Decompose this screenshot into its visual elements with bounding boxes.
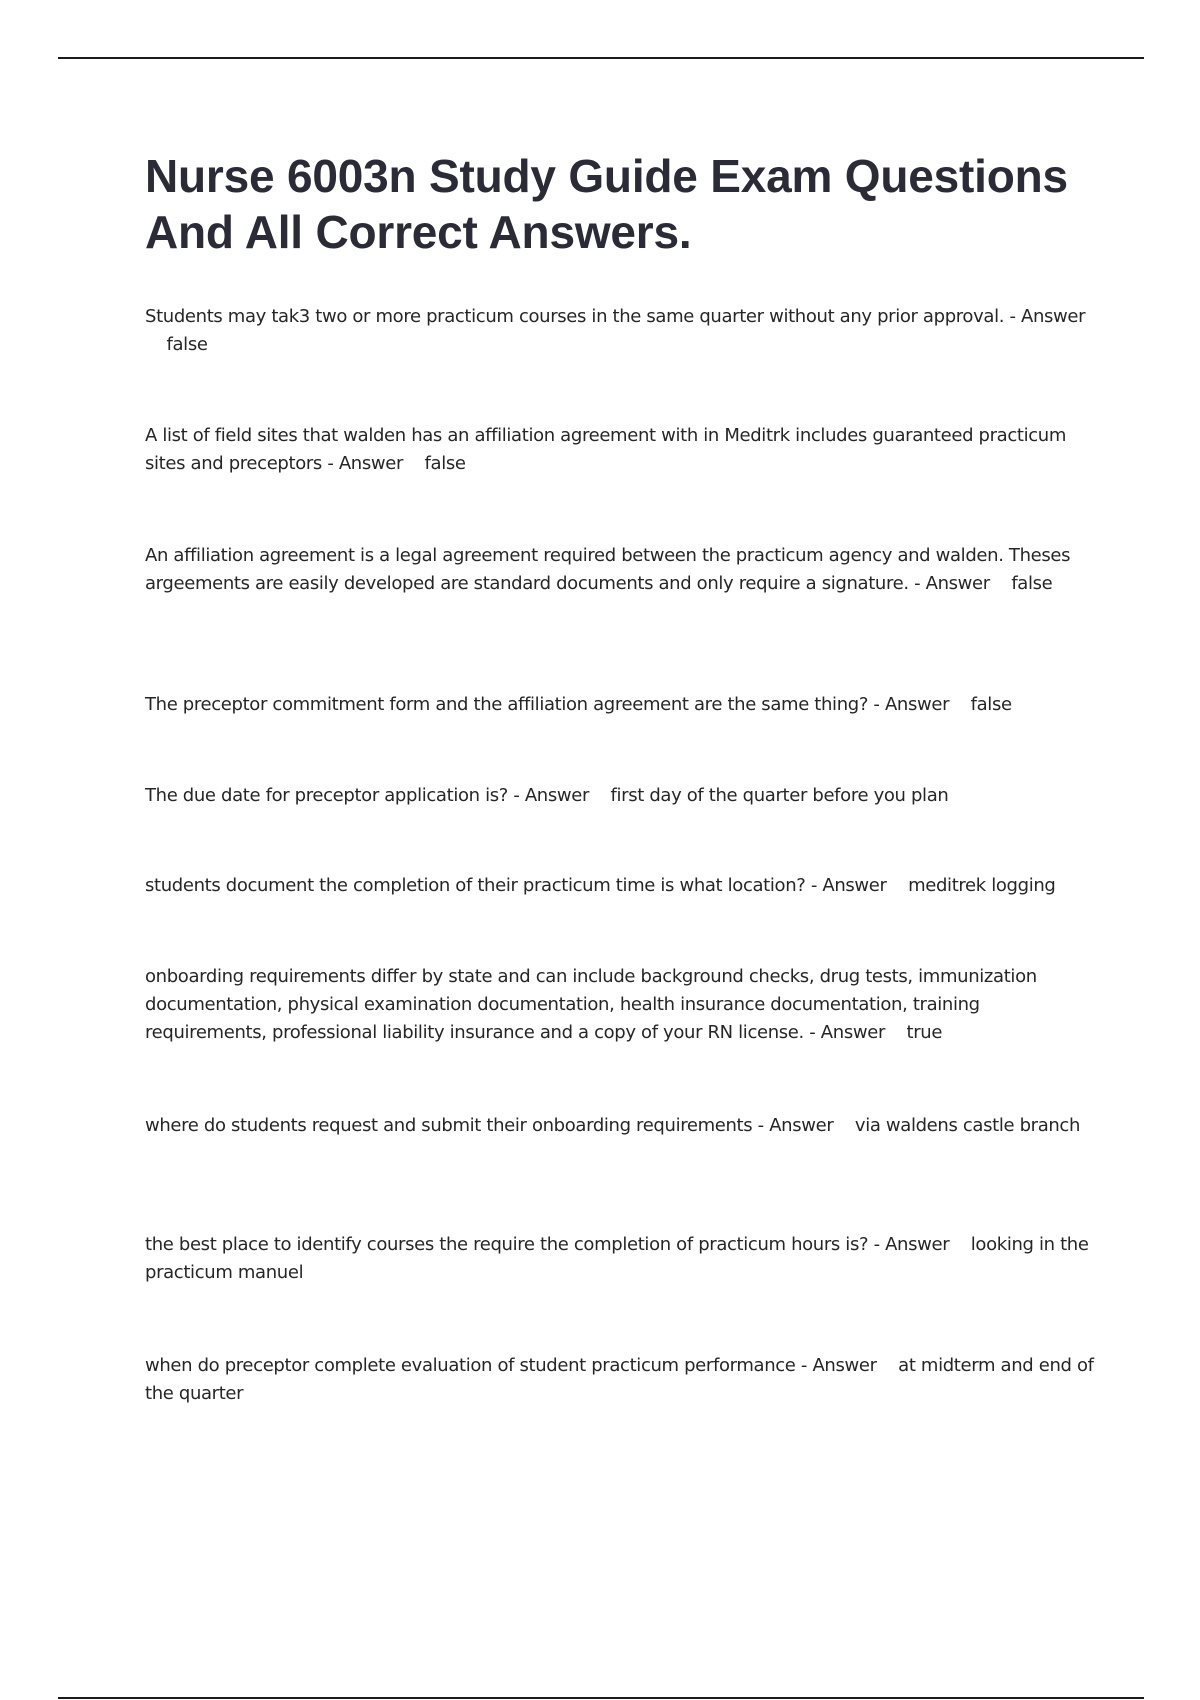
bottom-rule [58, 1697, 1144, 1699]
answer-label: - Answer [513, 785, 590, 806]
question-text: the best place to identify courses the require the completion of practicum hours is? [145, 1234, 869, 1255]
answer-label: - Answer [873, 694, 950, 715]
answer-label: - Answer [1009, 306, 1086, 327]
qa-item [145, 872, 1095, 900]
answer-label: - Answer [800, 1355, 877, 1376]
question-text: The due date for preceptor application is? [145, 785, 508, 806]
answer-label: - Answer [757, 1115, 834, 1136]
question-text: when do preceptor complete evaluation of student practicum performance [145, 1355, 796, 1376]
question-text: The preceptor commitment form and the affiliation agreement are the same thing? [145, 694, 869, 715]
top-rule [58, 57, 1144, 59]
answer-value: looking in the practicum manuel [145, 1234, 1089, 1283]
qa-item [145, 542, 1095, 598]
qa-item [145, 303, 1095, 359]
answer-value: first day of the quarter before you plan [610, 785, 949, 806]
answer-value: false [970, 694, 1012, 715]
question-text: A list of field sites that walden has an affiliation agreement with in Meditrk includes guaranteed practicum sites and preceptors [145, 425, 1067, 474]
qa-item [145, 1352, 1095, 1408]
question-text: students document the completion of their practicum time is what location? [145, 875, 806, 896]
qa-item [145, 782, 1095, 810]
answer-value: meditrek logging [908, 875, 1056, 896]
answer-value: true [906, 1022, 943, 1043]
answer-value: via waldens castle branch [854, 1115, 1081, 1136]
answer-label: - Answer [809, 1022, 885, 1043]
answer-label: - Answer [914, 573, 990, 594]
qa-item [145, 422, 1095, 478]
question-text: Students may tak3 two or more practicum courses in the same quarter without any prior approval. [145, 306, 1005, 327]
qa-item [145, 691, 1095, 719]
qa-item [145, 963, 1095, 1047]
answer-value: false [166, 334, 208, 355]
qa-item [145, 1231, 1095, 1287]
answer-label: - Answer [873, 1234, 950, 1255]
answer-value: false [424, 453, 466, 474]
qa-item [145, 1112, 1095, 1140]
answer-value: false [1011, 573, 1053, 594]
answer-label: - Answer [327, 453, 404, 474]
document-title: Nurse 6003n Study Guide Exam Questions And All Correct Answers. [145, 150, 1068, 258]
answer-value: at midterm and end of the quarter [145, 1355, 1094, 1404]
question-text: An affiliation agreement is a legal agreement required between the practicum agency and walden. Theses argeements are easily developed are standard documents and only require a signature. [145, 545, 1071, 594]
question-text: where do students request and submit their onboarding requirements [145, 1115, 753, 1136]
question-text: onboarding requirements differ by state and can include background checks, drug tests, immunization documentation, physical examination documentation, health insurance documentation, training requirements, professional liability insurance and a copy of your RN license. [145, 966, 1037, 1043]
answer-label: - Answer [810, 875, 887, 896]
